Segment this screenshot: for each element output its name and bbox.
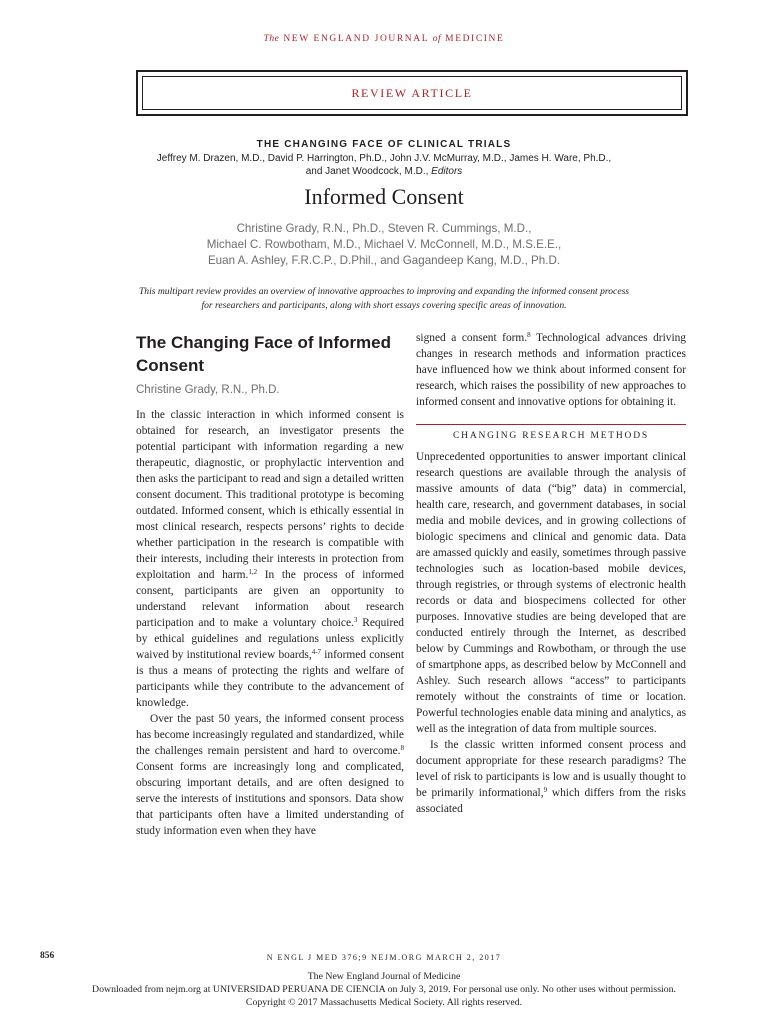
left-column-body xyxy=(136,407,404,839)
download-line-2: Downloaded from nejm.org at UNIVERSIDAD PERUANA DE CIENCIA on July 3, 2019. For personal use only. No other uses without permission. xyxy=(92,984,676,995)
download-line-1: The New England Journal of Medicine xyxy=(307,971,461,982)
editors-line-2 xyxy=(0,165,768,178)
author-line-1: Christine Grady, R.N., Ph.D., Steven R. Cummings, M.D., xyxy=(236,222,532,235)
author-line-2: Michael C. Rowbotham, M.D., Michael V. McConnell, M.D., M.S.E.E., xyxy=(206,238,562,251)
reference-superscript: 8 xyxy=(527,331,531,339)
abstract xyxy=(0,285,768,313)
right-column xyxy=(416,330,686,817)
section-author: Christine Grady, R.N., Ph.D. xyxy=(136,384,280,396)
article-type-inner-frame xyxy=(142,76,682,110)
reference-superscript: 8 xyxy=(400,744,404,752)
page-number: 856 xyxy=(40,951,55,961)
running-head-prefix: The xyxy=(263,34,280,44)
article-type-label: REVIEW ARTICLE xyxy=(351,85,473,100)
author-list xyxy=(0,221,768,269)
reference-superscript: 3 xyxy=(353,616,358,624)
reference-superscript: 9 xyxy=(543,786,548,794)
editors-label: Editors xyxy=(431,166,463,177)
journal-running-head xyxy=(0,34,768,44)
section-heading: The Changing Face of Informed Consent xyxy=(136,333,392,375)
right-column-body-top xyxy=(416,330,686,410)
editors-names-end: and Janet Woodcock, M.D., xyxy=(305,166,429,177)
right-column-body xyxy=(416,449,686,817)
paragraph-text: Over the past 50 years, the informed consent process has become increasingly regulated and standardized, while the challenges remain persistent and hard to overcome. xyxy=(136,713,404,757)
paragraph xyxy=(416,330,686,410)
paragraph-text: which differs from the risks associated xyxy=(416,787,686,815)
reference-superscript: 1,2 xyxy=(248,568,258,576)
abstract-line-1: This multipart review provides an overview of innovative approaches to improving and expanding the informed consent process xyxy=(138,286,630,297)
running-head-main: NEW ENGLAND JOURNAL xyxy=(283,34,429,44)
reference-superscript: 4-7 xyxy=(311,648,322,656)
paragraph xyxy=(136,407,404,711)
author-line-3: Euan A. Ashley, F.R.C.P., D.Phil., and Gagandeep Kang, M.D., Ph.D. xyxy=(207,254,561,267)
paragraph-text: In the classic interaction in which informed consent is obtained for research, an investigator presents the potential participant with information regarding a new therapeutic, diagnostic, or prophylactic intervention and then asks the participant to read and sign a detailed written consent document. This traditional prototype is becoming outdated. Informed consent, which is ethically essential in most clinical research, respects persons’ rights to decide whether participation in the research is compatible with their interests, including their interests in protection from exploitation and harm. xyxy=(136,409,404,581)
paragraph-text: signed a consent form. xyxy=(416,332,528,344)
article-type-box xyxy=(136,70,688,116)
paragraph-text: In the process of informed consent, participants are given an opportunity to understand relevant information about research participation and to make a voluntary choice. xyxy=(136,569,405,629)
running-head-suffix: MEDICINE xyxy=(445,34,505,44)
running-head-of: of xyxy=(432,34,442,44)
footer-citation: N ENGL J MED 376;9 NEJM.ORG MARCH 2, 2017 xyxy=(266,953,502,962)
article-title: Informed Consent xyxy=(304,184,464,209)
paragraph-text: Is the classic written informed consent process and document appropriate for these research paradigms? The level of risk to participants is low and is usually thought to be primarily informational, xyxy=(416,739,686,799)
paragraph-text: Unprecedented opportunities to answer important clinical research questions are available through the analysis of massive amounts of data (“big” data) in commercial, health care, research, and government databases, in social media and mobile devices, and in growing collections of biologic specimens and clinical and genomic data. Data are amassed quickly and easily, sometimes through passive technologies such as location-based mobile devices, through registries, or through systems of electronic health records or data and biospecimens collected for other purposes. Innovative studies are being developed that are conducted entirely through the Internet, as described below by Cummings and Rowbotham, or through the use of smartphone apps, as described below by McConnell and Ashley. Such research allows “access” to participants remotely without the constraints of time or location. Powerful technologies enable data mining and analytics, as well as the integration of data from multiple sources. xyxy=(416,451,686,735)
series-title: THE CHANGING FACE OF CLINICAL TRIALS xyxy=(256,139,512,150)
download-line-3: Copyright © 2017 Massachusetts Medical Society. All rights reserved. xyxy=(245,997,523,1008)
paragraph xyxy=(416,737,686,817)
series-editors xyxy=(0,152,768,178)
paragraph xyxy=(416,449,686,737)
editors-line-1: Jeffrey M. Drazen, M.D., David P. Harrington, Ph.D., John J.V. McMurray, M.D., James H. Ware, Ph.D., xyxy=(156,153,612,164)
paragraph-text: Required by ethical guidelines and regulations unless explicitly waived by institutional review boards, xyxy=(136,617,405,661)
download-notice xyxy=(0,970,768,1009)
subsection-heading: CHANGING RESEARCH METHODS xyxy=(416,424,686,441)
abstract-line-2: for researchers and participants, along with short essays covering specific areas of innovation. xyxy=(201,300,567,311)
paragraph-text: informed consent is thus a means of protecting the rights and welfare of participants while they contribute to the advancement of knowledge. xyxy=(136,649,404,709)
left-column xyxy=(136,331,404,839)
paragraph-text: Consent forms are increasingly long and complicated, obscuring important details, and are often designed to serve the interests of institutions and sponsors. Data show that participants often have a limited understanding of study information even when they have xyxy=(136,761,404,837)
paragraph-text: Technological advances driving changes in research methods and information practices have influenced how we think about informed consent for research, which raises the possibility of new approaches to informed consent and innovative options for obtaining it. xyxy=(416,332,686,408)
paragraph xyxy=(136,711,404,839)
